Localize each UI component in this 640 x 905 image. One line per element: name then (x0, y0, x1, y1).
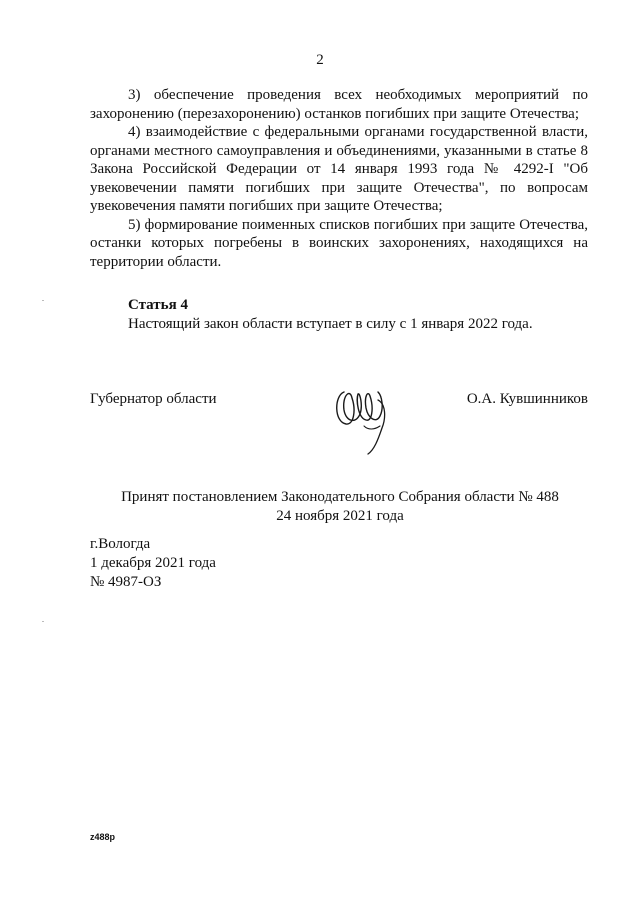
adoption-note (90, 488, 590, 526)
governor-name: О.А. Кувшинников (466, 391, 588, 407)
document-code: z488p (90, 832, 116, 842)
place-date-block (90, 535, 216, 592)
paragraph-4: 4) взаимодействие с федеральными органами государственной власти, органами местного самоуправления и объединениями, указанными в статье 8 Закона Российской Федерации от 14 января 1993 года № 4292-I "Об увековечении памяти погибших при защите Отечества", по вопросам увековечения памяти погибших при защите Отечества; (90, 124, 588, 214)
article-text: Настоящий закон области вступает в силу с 1 января 2022 года. (128, 315, 533, 332)
adoption-line-1: Принят постановлением Законодательного Собрания области № 488 (121, 489, 559, 505)
city: г.Вологда (90, 536, 151, 552)
signing-date: 1 декабря 2021 года (90, 555, 216, 571)
paragraph-5: 5) формирование поименных списков погибших при защите Отечества, останки которых погребены в воинских захоронениях, находящихся на территории области. (90, 216, 588, 270)
page-number: 2 (316, 52, 324, 68)
margin-mark (42, 621, 44, 622)
article-4 (90, 296, 588, 333)
governor-title: Губернатор области (90, 391, 217, 407)
law-number: № 4987-ОЗ (90, 574, 162, 590)
article-heading: Статья 4 (128, 297, 188, 313)
margin-mark (42, 300, 44, 301)
body-text (90, 86, 588, 271)
signature-image (330, 370, 394, 456)
paragraph-3: 3) обеспечение проведения всех необходимых мероприятий по захоронению (перезахоронению) останков погибших при защите Отечества; (90, 87, 588, 122)
adoption-line-2: 24 ноября 2021 года (276, 508, 404, 524)
